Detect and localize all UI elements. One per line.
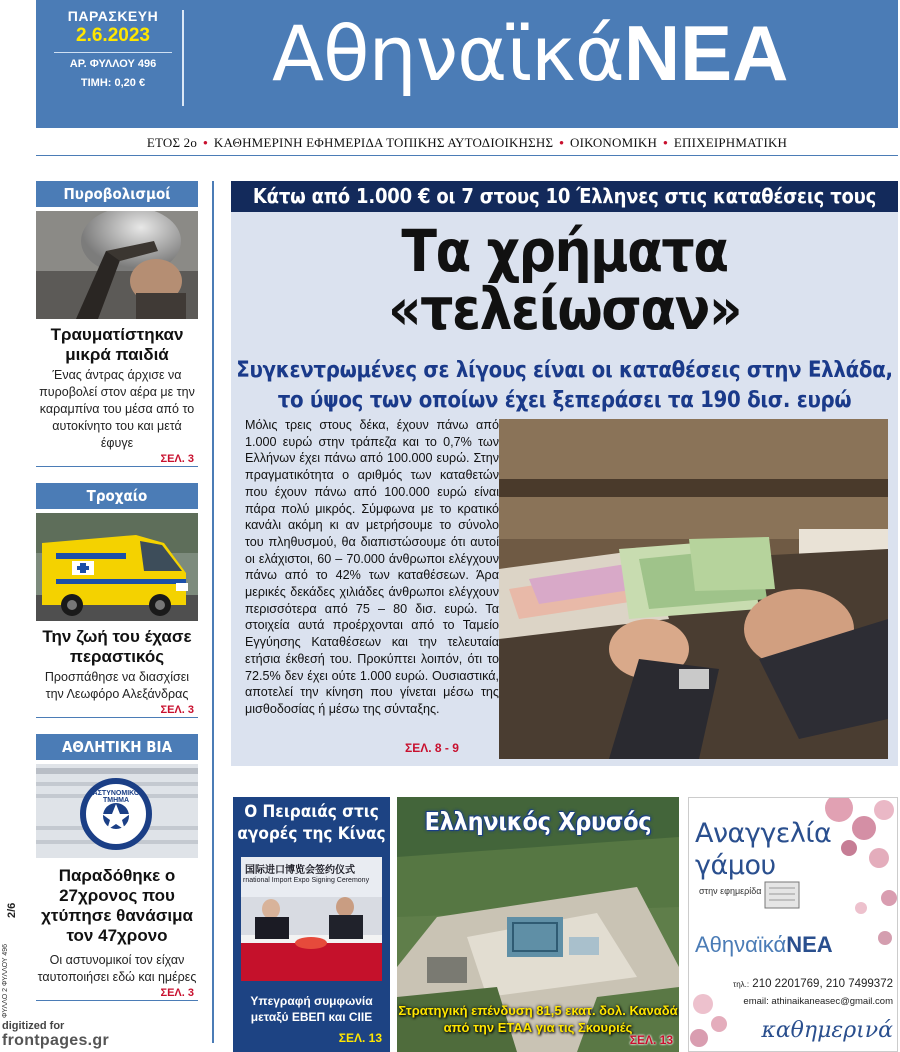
watermark-digitized: digitized for	[2, 1020, 65, 1032]
ad-title-line-1: Αναγγελία	[695, 818, 832, 849]
lead-headline: Τα χρήματα «τελείωσαν»	[387, 217, 742, 343]
newspaper-logo[interactable]	[272, 9, 789, 98]
side-page-mark: 2/6	[6, 902, 18, 918]
lead-subhead-line-1: Συγκεντρωμένες σε λίγους είναι οι καταθέσεις στην Ελλάδα,	[236, 358, 893, 383]
side-story-shootings[interactable]	[36, 181, 198, 467]
issue-number: ΑΡ. ΦΥΛΛΟΥ 496	[69, 58, 157, 70]
ad-email-label: email:	[743, 996, 769, 1007]
masthead-divider	[182, 10, 184, 106]
page-reference[interactable]: ΣΕΛ. 13	[629, 1033, 673, 1047]
ad-logo	[695, 932, 833, 958]
shotgun-photo-illustration	[36, 211, 198, 319]
side-story-text: Προσπάθησε να διασχίσει την Λεωφόρο Αλεξάνδρας	[44, 670, 190, 701]
side-story-title: Την ζωή του έχασε περαστικός	[42, 627, 192, 666]
tagline-rule	[36, 155, 898, 156]
masthead	[36, 0, 898, 128]
page-reference[interactable]: ΣΕΛ. 8 - 9	[405, 741, 459, 755]
issue-date: 2.6.2023	[76, 25, 150, 46]
tagline-separator: •	[663, 135, 668, 150]
tagline-item: ΕΤΟΣ 2ο	[146, 135, 198, 150]
ad-phone[interactable]	[689, 978, 893, 990]
piraeus-caption: Υπεγραφή συμφωνία μεταξύ ΕΒΕΠ και CIIE	[250, 994, 373, 1024]
tagline-separator: •	[559, 135, 565, 150]
side-story-title: Παραδόθηκε ο 27χρονος που χτύπησε θανάσιμα τον 47χρονο	[41, 866, 193, 945]
signing-ceremony-photo	[241, 857, 382, 981]
piraeus-title: Ο Πειραιάς στις αγορές της Κίνας	[237, 802, 386, 844]
piraeus-story[interactable]	[233, 797, 390, 1052]
ad-logo-thin: Αθηναϊκά	[695, 932, 787, 957]
side-story-sports-violence[interactable]	[36, 734, 198, 1001]
wedding-announcement-ad[interactable]	[688, 797, 898, 1052]
column-divider	[212, 181, 214, 1043]
ad-daily: καθημερινά	[761, 1018, 893, 1043]
tagline-item: ΚΑΘΗΜΕΡΙΝΗ ΕΦΗΜΕΡΙΔΑ ΤΟΠΙΚΗΣ ΑΥΤΟΔΙΟΙΚΗΣΗΣ	[213, 135, 554, 150]
side-code: ΦΥΛΛΟ 2 ΦΥΛΛΟΥ 496	[2, 943, 9, 1018]
greek-gold-title: Ελληνικός Χρυσός	[424, 807, 652, 836]
side-story-title: Τραυματίστηκαν μικρά παιδιά	[50, 325, 184, 364]
lead-body: Μόλις τρεις στους δέκα, έχουν πάνω από 1.000 ευρώ στην τράπεζα και το 0,7% των Ελλήνων έχει πάνω από 100.000 ευρώ. Στην πραγματικότητα ο αριθμός των καταθετών που έχουν πάνω από 100.000 ευρώ είναι πάρα πολύ μικρός. Σύμφωνα με το κρατικό κανάλι ακόμη κι αν μετρήσουμε το σύνολο του πληθυσμού, θα διαπιστώσουμε ότι αυτοί οι ελάχιστοι, 60 – 70.000 άνθρωποι ελέγχουν πάνω από το 42% των καταθέσεων. Άρα μερικές δεκάδες χιλιάδες άνθρωποι ελέγχουν περισσότερα από 75 – 80 δισ. ευρώ. Τα στοιχεία αυτά προέρχονται από το Ταμείο Εγγύησης Καταθέσεων και την τελευταία ετήσια έκθεσή του. Προκύπτει λοιπόν, ότι το 72.5% δεν έχει ούτε 1.000 ευρώ. Ουσιαστικά, αποτελεί την κίνηση που γίνεται μέσω της μισθοδοσίας ή μέσω της σύνταξης.	[245, 418, 499, 716]
lead-subhead	[231, 356, 898, 416]
page-reference[interactable]: ΣΕΛ. 13	[338, 1031, 382, 1045]
date-divider	[54, 52, 172, 53]
ambulance-photo	[36, 513, 198, 621]
tagline-separator: •	[203, 135, 208, 150]
ad-email-address: athinaikaneasec@gmail.com	[771, 996, 893, 1007]
police-station-photo	[36, 764, 198, 858]
logo-text-bold: ΝΕΑ	[623, 9, 789, 97]
ambulance-illustration	[36, 513, 198, 621]
lead-kicker: Κάτω από 1.000 € οι 7 στους 10 Έλληνες στις καταθέσεις τους	[231, 181, 898, 212]
issue-day: ΠΑΡΑΣΚΕΥΗ	[67, 8, 159, 24]
date-box	[48, 8, 178, 89]
money-counting-photo	[499, 419, 888, 759]
tagline-item: ΕΠΙΧΕΙΡΗΜΑΤΙΚΗ	[673, 135, 788, 150]
greek-gold-story[interactable]	[397, 797, 679, 1052]
issue-price: ΤΙΜΗ: 0,20 €	[80, 77, 146, 89]
banknotes-illustration	[499, 419, 888, 759]
tagline	[36, 135, 898, 151]
section-header: ΑΘΛΗΤΙΚΗ ΒΙΑ	[36, 734, 198, 760]
ceremony-banner-chinese: 国际进口博览会签约仪式	[245, 865, 355, 876]
greek-gold-caption: Στρατηγική επένδυση 81,5 εκατ. δολ. Καναδά από την ΕΤΑΑ για τις Σκουριές	[398, 1003, 678, 1035]
section-header: Τροχαίο	[36, 483, 198, 509]
watermark-frontpages[interactable]: frontpages.gr	[2, 1032, 110, 1049]
ceremony-banner-english: rnational Import Expo Signing Ceremony	[243, 877, 370, 884]
ad-phone-label: τηλ.:	[733, 980, 750, 989]
side-story-accident[interactable]	[36, 483, 198, 718]
ad-email[interactable]	[689, 996, 893, 1007]
side-story-text: Οι αστυνομικοί τον είχαν ταυτοποιήσει εδώ και ημέρες	[37, 953, 197, 984]
shotgun-photo	[36, 211, 198, 319]
ad-title-line-2: γάμου	[695, 850, 776, 881]
lead-subhead-line-2: το ύψος των οποίων έχει ξεπεράσει τα 190 δισ. ευρώ	[277, 388, 852, 413]
ad-logo-bold: ΝΕΑ	[786, 932, 833, 957]
left-column	[36, 181, 198, 1001]
page-reference[interactable]: ΣΕΛ. 3	[36, 453, 198, 467]
police-sign-illustration	[36, 764, 198, 858]
page-reference[interactable]: ΣΕΛ. 3	[36, 987, 198, 1001]
police-sign-text: ΑΣΤΥΝΟΜΙΚΟ ΤΜΗΜΑ	[92, 790, 140, 804]
lead-story[interactable]	[231, 181, 898, 766]
logo-text-thin: Αθηναϊκά	[272, 9, 624, 98]
section-header: Πυροβολισμοί	[36, 181, 198, 207]
tagline-item: ΟΙΚΟΝΟΜΙΚΗ	[570, 135, 658, 150]
ad-phone-numbers: 210 2201769, 210 7499372	[752, 978, 893, 990]
ad-subtitle: στην εφημερίδα	[699, 886, 762, 896]
side-story-text: Ένας άντρας άρχισε να πυροβολεί στον αέρα με την καραμπίνα του μέσα από το αυτοκίνητο του και μετά έφυγε	[39, 368, 195, 450]
page-reference[interactable]: ΣΕΛ. 3	[36, 704, 198, 718]
